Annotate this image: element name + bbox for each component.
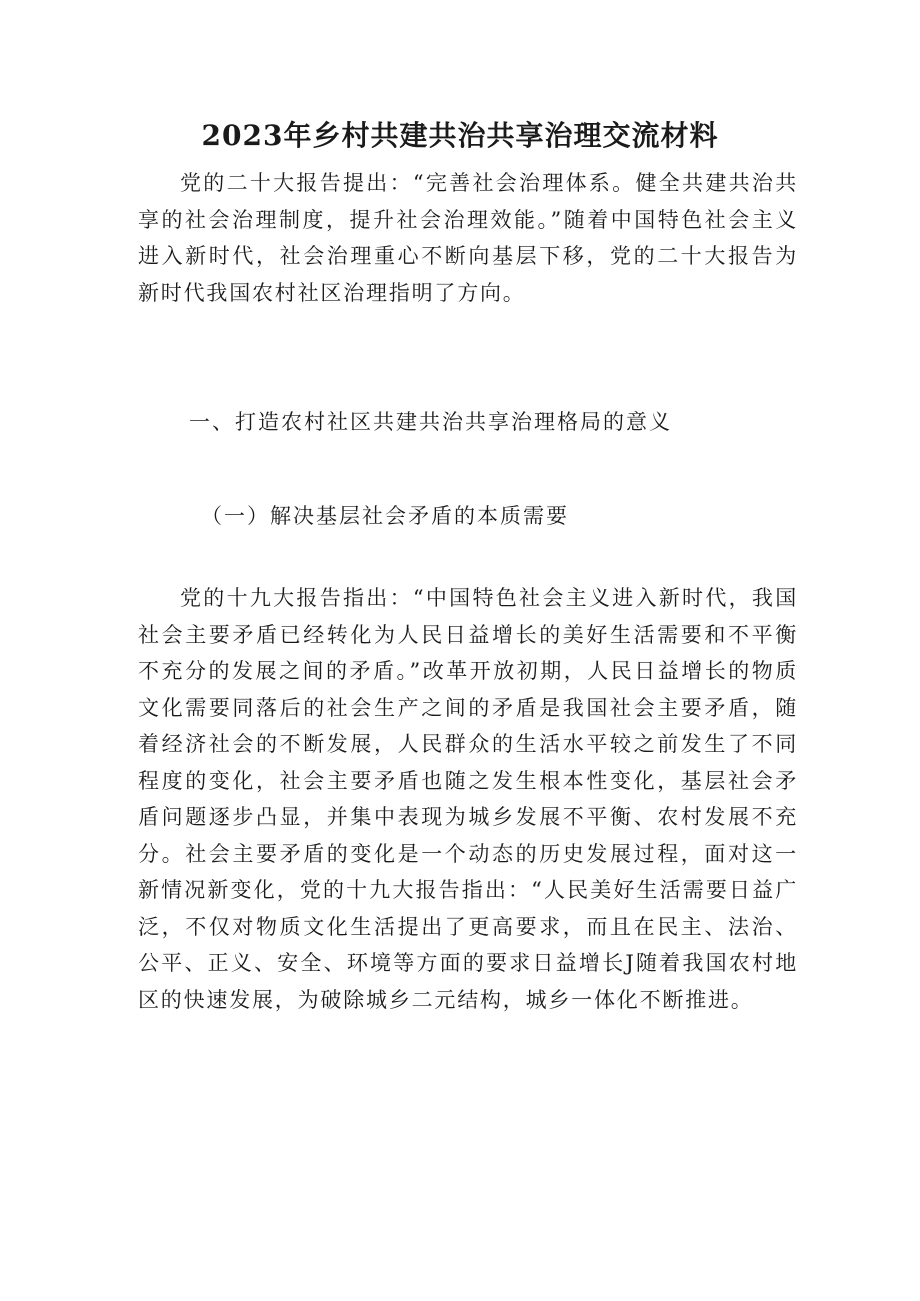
body-paragraph: 党的十九大报告指出：“中国特色社会主义进入新时代，我国社会主要矛盾已经转化为人民日益增长的美好生活需要和不平衡不充分的发展之间的矛盾。”改革开放初期，人民日益增长的物质文化需要同落后的社会生产之间的矛盾是我国社会主要矛盾，随着经济社会的不断发展，人民群众的生活水平较之前发生了不同程度的变化，社会主要矛盾也随之发生根本性变化，基层社会矛盾问题逐步凸显，并集中表现为城乡发展不平衡、农村发展不充分。社会主要矛盾的变化是一个动态的历史发展过程，面对这一新情况新变化，党的十九大报告指出：“人民美好生活需要日益广泛，不仅对物质文化生活提出了更高要求，而且在民主、法治、公平、正义、安全、环境等方面的要求日益增长J随着我国农村地区的快速发展，为破除城乡二元结构，城乡一体化不断推进。	[138, 586, 798, 1012]
document-title: 2023年乡村共建共治共享治理交流材料	[201, 119, 719, 152]
section-heading: 一、打造农村社区共建共治共享治理格局的意义	[189, 410, 672, 434]
subsection-heading: （一）解决基层社会矛盾的本质需要	[201, 504, 569, 528]
intro-paragraph: 党的二十大报告提出：“完善社会治理体系。健全共建共治共享的社会治理制度，提升社会治理效能。”随着中国特色社会主义进入新时代，社会治理重心不断向基层下移，党的二十大报告为新时代我国农村社区治理指明了方向。	[138, 171, 798, 305]
